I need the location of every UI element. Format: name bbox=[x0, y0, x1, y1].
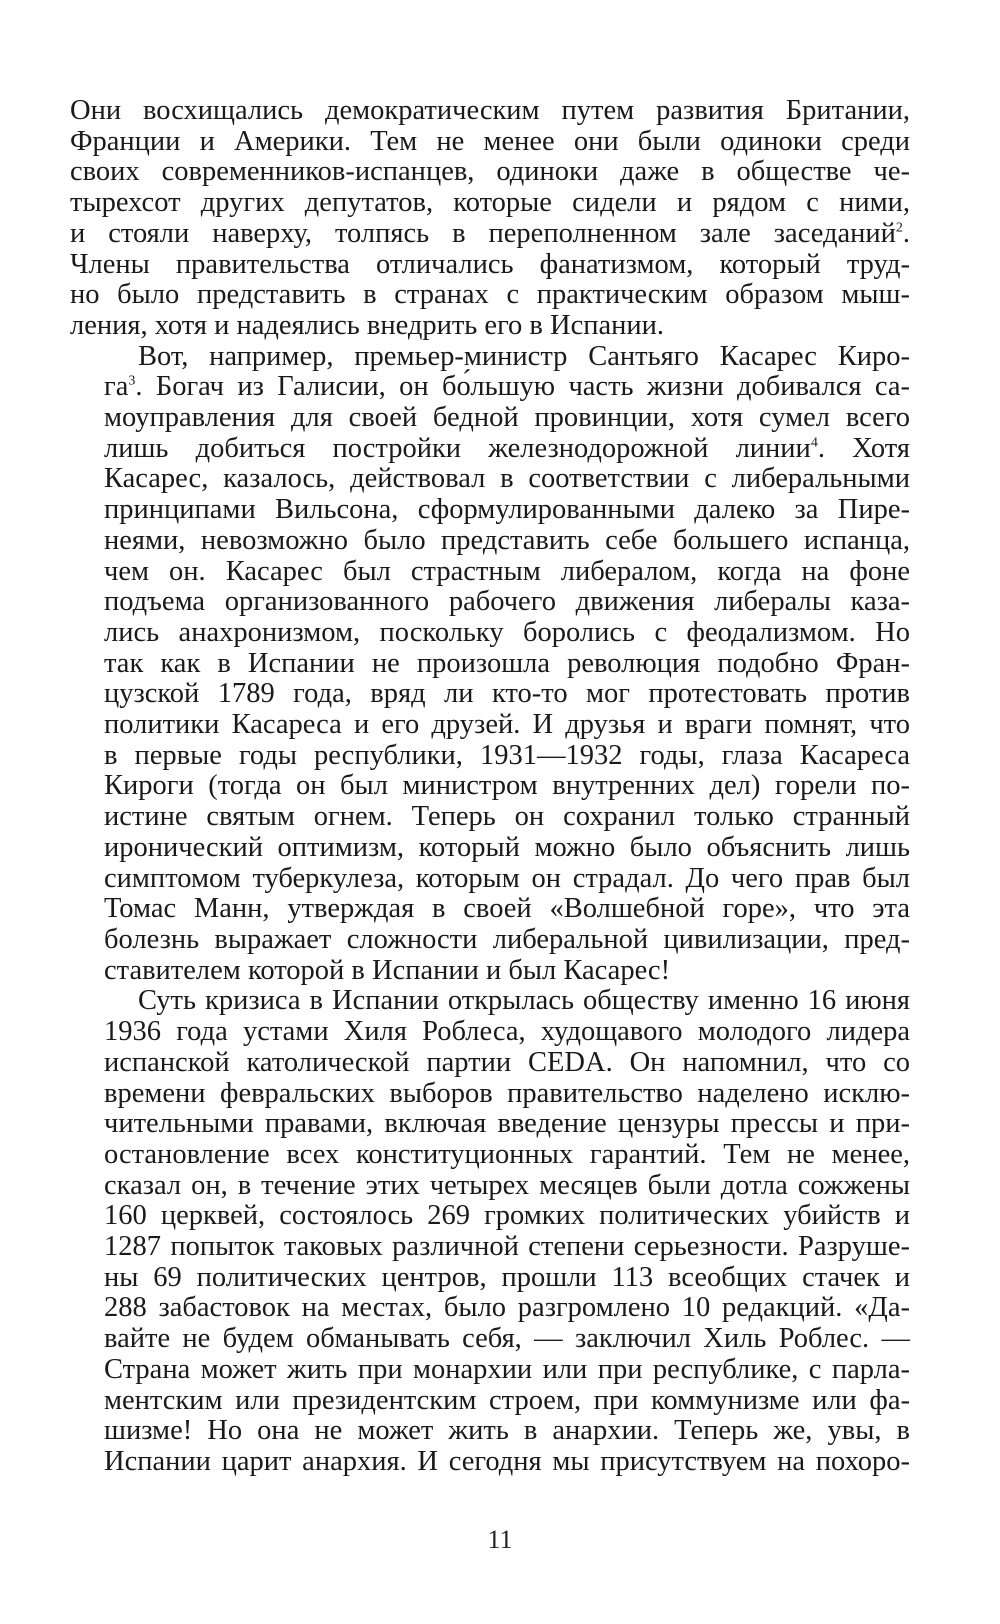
text-fragment: лишь добиться постройки железнодорожной линии bbox=[104, 432, 811, 464]
text-fragment: . bbox=[902, 217, 910, 249]
text-line: испанской католической партии CEDA. Он напомнил, что со bbox=[104, 1046, 910, 1078]
footnote-marker: 2 bbox=[895, 220, 903, 236]
text-line: сказал он, в течение этих четырех месяцев были дотла сожжены bbox=[104, 1169, 910, 1201]
text-line: болезнь выражает сложности либеральной цивилизации, пред- bbox=[104, 923, 910, 955]
text-line bbox=[70, 219, 910, 250]
text-line: тырехсот других депутатов, которые сидели и рядом с ними, bbox=[70, 187, 910, 219]
footnote-marker: 4 bbox=[810, 435, 818, 451]
text-line: Страна может жить при монархии или при республике, с парла- bbox=[104, 1353, 910, 1385]
footnote-marker: 3 bbox=[128, 373, 136, 389]
text-line: но было представить в странах с практическим образом мыш- bbox=[70, 279, 910, 311]
text-line: принципами Вильсона, сформулированными далеко за Пире- bbox=[104, 494, 910, 526]
text-line: времени февральских выборов правительство наделено исклю- bbox=[104, 1077, 910, 1109]
text-line: чительными правами, включая введение цензуры прессы и при- bbox=[104, 1108, 910, 1140]
text-line: Франции и Америки. Тем не менее они были одиноки среди bbox=[70, 125, 910, 157]
text-line: ментским или президентским строем, при коммунизме или фа- bbox=[104, 1384, 910, 1416]
text-line bbox=[70, 372, 910, 403]
text-line: подъема организованного рабочего движения либералы каза- bbox=[104, 586, 910, 618]
text-line: ставителем которой в Испании и был Касарес! bbox=[104, 954, 671, 986]
text-line: 1287 попыток таковых различной степени серьезности. Разруше- bbox=[104, 1231, 910, 1263]
text-line: Они восхищались демократическим путем развития Британии, bbox=[70, 95, 910, 126]
text-line: шизме! Но она не может жить в анархии. Теперь же, увы, в bbox=[104, 1415, 910, 1447]
text-line: иронический оптимизм, который можно было объяснить лишь bbox=[104, 831, 910, 863]
text-line: симптомом туберкулеза, которым он страдал. До чего прав был bbox=[104, 862, 910, 894]
text-line: политики Касареса и его друзей. И друзья и враги помнят, что bbox=[104, 709, 910, 741]
page-body bbox=[70, 96, 910, 1478]
text-line: лись анахронизмом, поскольку боролись с феодализмом. Но bbox=[104, 616, 910, 648]
text-line: остановление всех конституционных гарантий. Тем не менее, bbox=[104, 1138, 910, 1170]
text-line: в первые годы республики, 1931—1932 годы, глаза Касареса bbox=[104, 739, 910, 771]
text-line: Вот, например, премьер-министр Сантьяго Касарес Киро- bbox=[138, 340, 910, 372]
text-line: Суть кризиса в Испании открылась обществу именно 16 июня bbox=[138, 985, 910, 1017]
text-line: Томас Манн, утверждая в своей «Волшебной горе», что эта bbox=[104, 893, 910, 925]
text-line: вайте не будем обманывать себя, — заключил Хиль Роблес. — bbox=[104, 1323, 910, 1355]
text-line: моуправления для своей бедной провинции, хотя сумел всего bbox=[104, 402, 910, 434]
paragraph-3 bbox=[70, 986, 910, 1477]
text-line: Кироги (тогда он был министром внутренних дел) горели по- bbox=[104, 770, 910, 802]
text-line: ны 69 политических центров, прошли 113 всеобщих стачек и bbox=[104, 1261, 910, 1293]
text-line bbox=[70, 434, 910, 465]
paragraph-1 bbox=[70, 96, 910, 342]
text-fragment: и стояли наверху, толпясь в переполненном зале заседаний bbox=[70, 217, 896, 249]
text-line: так как в Испании не произошла революция подобно Фран- bbox=[104, 647, 910, 679]
text-fragment: га bbox=[104, 371, 129, 403]
text-line: цузской 1789 года, вряд ли кто-то мог протестовать против bbox=[104, 678, 910, 710]
text-line: истине святым огнем. Теперь он сохранил только странный bbox=[104, 801, 910, 833]
text-line: неями, невозможно было представить себе большего испанца, bbox=[104, 524, 910, 556]
text-fragment: . Хотя bbox=[817, 432, 910, 464]
text-line: своих современников-испанцев, одиноки даже в обществе че- bbox=[70, 156, 910, 188]
text-line: Касарес, казалось, действовал в соответствии с либеральными bbox=[104, 463, 910, 495]
text-line: Испании царит анархия. И сегодня мы присутствуем на похоро- bbox=[104, 1445, 910, 1477]
text-line: чем он. Касарес был страстным либералом, когда на фоне bbox=[104, 555, 910, 587]
page-number: 11 bbox=[487, 1525, 513, 1554]
text-line: 1936 года устами Хиля Роблеса, худощавого молодого лидера bbox=[104, 1016, 910, 1048]
paragraph-2 bbox=[70, 342, 910, 987]
text-line: 160 церквей, состоялось 269 громких политических убийств и bbox=[104, 1200, 910, 1232]
text-line: ления, хотя и надеялись внедрить его в Испании. bbox=[70, 309, 665, 341]
text-line: 288 забастовок на местах, было разгромлено 10 редакций. «Да- bbox=[104, 1292, 910, 1324]
text-fragment: . Богач из Галисии, он бо́льшую часть жизни добивался са- bbox=[135, 371, 910, 403]
text-line: Члены правительства отличались фанатизмом, который труд- bbox=[70, 248, 910, 280]
